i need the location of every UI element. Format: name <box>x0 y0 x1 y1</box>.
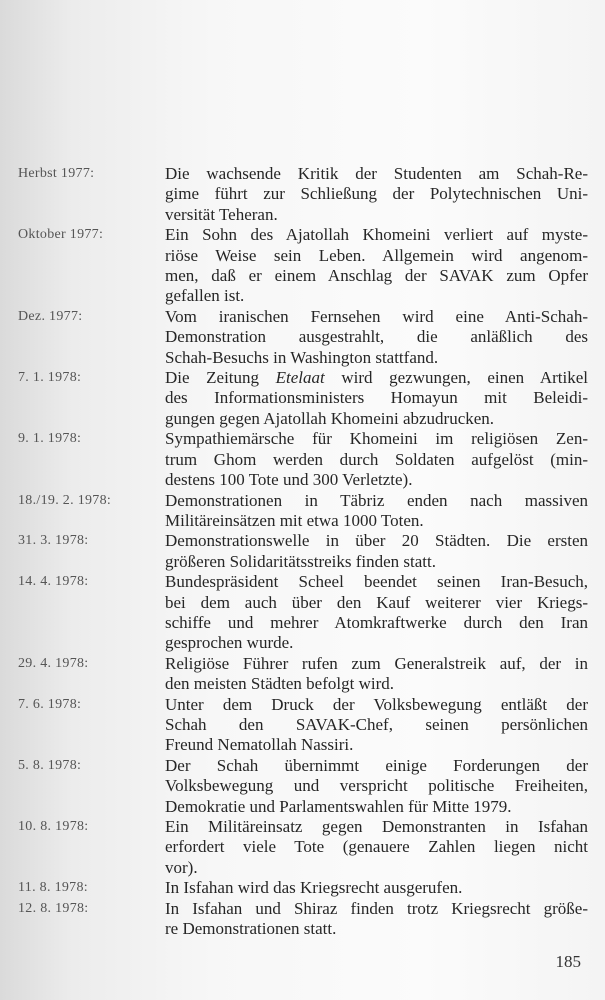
entry-date: Oktober 1977: <box>18 227 104 243</box>
entry-text <box>165 572 588 654</box>
chronology-entry <box>0 817 605 878</box>
chronology-list <box>0 164 605 939</box>
chronology-entry <box>0 491 605 532</box>
text-line: Demokratie und Parlamentswahlen für Mitte 1979. <box>165 796 512 816</box>
chronology-entry <box>0 878 605 898</box>
entry-date: 7. 1. 1978: <box>18 370 82 386</box>
entry-text <box>165 654 588 695</box>
newspaper-name: Etelaat <box>275 368 325 388</box>
text-line: Vom iranischen Fernsehen wird eine Anti-Schah- <box>165 306 588 326</box>
text-line: Demonstrationen in Täbriz enden nach massiven <box>165 490 588 510</box>
entry-date: 31. 3. 1978: <box>18 533 89 549</box>
chronology-entry <box>0 654 605 695</box>
chronology-entry <box>0 225 605 307</box>
text-line: des Informationsministers Homayun mit Beleidi- <box>165 388 588 408</box>
text-line: Volksbewegung und verspricht politische Freiheiten, <box>165 776 588 796</box>
entry-date: 14. 4. 1978: <box>18 574 89 590</box>
text-line: bei dem auch über den Kauf weiterer vier Kriegs- <box>165 592 588 612</box>
text-line: men, daß er einem Anschlag der SAVAK zum Opfer <box>165 266 588 286</box>
chronology-entry <box>0 756 605 817</box>
text-line <box>165 368 588 388</box>
chronology-entry <box>0 429 605 490</box>
text-line: Die wachsende Kritik der Studenten am Schah-Re- <box>165 164 588 183</box>
text-segment: wird gezwungen, einen Artikel <box>324 368 588 388</box>
entry-text <box>165 899 588 940</box>
chronology-entry <box>0 531 605 572</box>
text-line: trum Ghom werden durch Soldaten aufgelöst (min- <box>165 449 588 469</box>
chronology-entry <box>0 899 605 940</box>
chronology-entry <box>0 164 605 225</box>
text-line: In Isfahan wird das Kriegsrecht ausgerufen. <box>165 878 463 898</box>
entry-date: 10. 8. 1978: <box>18 819 89 834</box>
text-line: versität Teheran. <box>165 204 278 224</box>
entry-text <box>165 429 588 490</box>
text-line: In Isfahan und Shiraz finden trotz Kriegsrecht größe- <box>165 898 588 918</box>
entry-date: 9. 1. 1978: <box>18 431 82 447</box>
entry-text <box>165 225 588 307</box>
entry-text <box>165 491 588 532</box>
entry-date: 5. 8. 1978: <box>18 757 82 773</box>
text-line: vor). <box>165 857 198 877</box>
text-line: Freund Nematollah Nassiri. <box>165 735 354 755</box>
entry-text <box>165 878 588 898</box>
text-line: den meisten Städten befolgt wird. <box>165 674 394 694</box>
text-line: Religiöse Führer rufen zum Generalstreik auf, der in <box>165 653 588 673</box>
entry-date: 12. 8. 1978: <box>18 900 89 916</box>
text-line: gungen gegen Ajatollah Khomeini abzudrucken. <box>165 408 495 428</box>
chronology-entry <box>0 368 605 429</box>
text-line: erfordert viele Tote (genauere Zahlen liegen nicht <box>165 837 588 857</box>
text-line: Schah den SAVAK-Chef, seinen persönlichen <box>165 714 588 734</box>
entry-text <box>165 817 588 878</box>
text-line: schiffe und mehrer Atomkraftwerke durch den Iran <box>165 612 588 632</box>
text-line: Demonstration ausgestrahlt, die anläßlich des <box>165 327 588 347</box>
text-line: Bundespräsident Scheel beendet seinen Iran-Besuch, <box>165 572 588 592</box>
entry-date: Herbst 1977: <box>18 166 95 181</box>
chronology-entry <box>0 572 605 654</box>
entry-text <box>165 695 588 756</box>
text-line: Militäreinsätzen mit etwa 1000 Toten. <box>165 510 424 530</box>
entry-date: Dez. 1977: <box>18 308 83 324</box>
text-line: Ein Sohn des Ajatollah Khomeini verliert auf myste- <box>165 225 588 245</box>
text-line: gefallen ist. <box>165 286 245 306</box>
entry-date: 11. 8. 1978: <box>18 880 88 896</box>
text-line: gime führt zur Schließung der Polytechnischen Uni- <box>165 184 588 204</box>
entry-text <box>165 164 588 225</box>
chronology-entry <box>0 695 605 756</box>
text-line: destens 100 Tote und 300 Verletzte). <box>165 470 413 490</box>
text-line: Sympathiemärsche für Khomeini im religiösen Zen- <box>165 429 588 449</box>
text-line: Der Schah übernimmt einige Forderungen der <box>165 755 588 775</box>
text-line: re Demonstrationen statt. <box>165 919 337 939</box>
entry-date: 18./19. 2. 1978: <box>18 492 112 508</box>
entry-text <box>165 756 588 817</box>
text-line: Demonstrationswelle in über 20 Städten. Die ersten <box>165 531 588 551</box>
text-line: gesprochen wurde. <box>165 633 294 653</box>
entry-date: 29. 4. 1978: <box>18 655 89 671</box>
text-line: riöse Weise sein Leben. Allgemein wird angenom- <box>165 245 588 265</box>
text-segment: Die Zeitung <box>165 368 276 388</box>
entry-text <box>165 368 588 429</box>
entry-text <box>165 307 588 368</box>
page-number: 185 <box>555 952 581 971</box>
text-line: größeren Solidaritätsstreiks finden statt. <box>165 551 436 571</box>
text-line: Ein Militäreinsatz gegen Demonstranten in Isfahan <box>165 817 588 836</box>
text-line: Schah-Besuchs in Washington stattfand. <box>165 347 439 367</box>
entry-text <box>165 531 588 572</box>
entry-date: 7. 6. 1978: <box>18 696 82 712</box>
chronology-entry <box>0 307 605 368</box>
text-line: Unter dem Druck der Volksbewegung entläßt der <box>165 694 588 714</box>
